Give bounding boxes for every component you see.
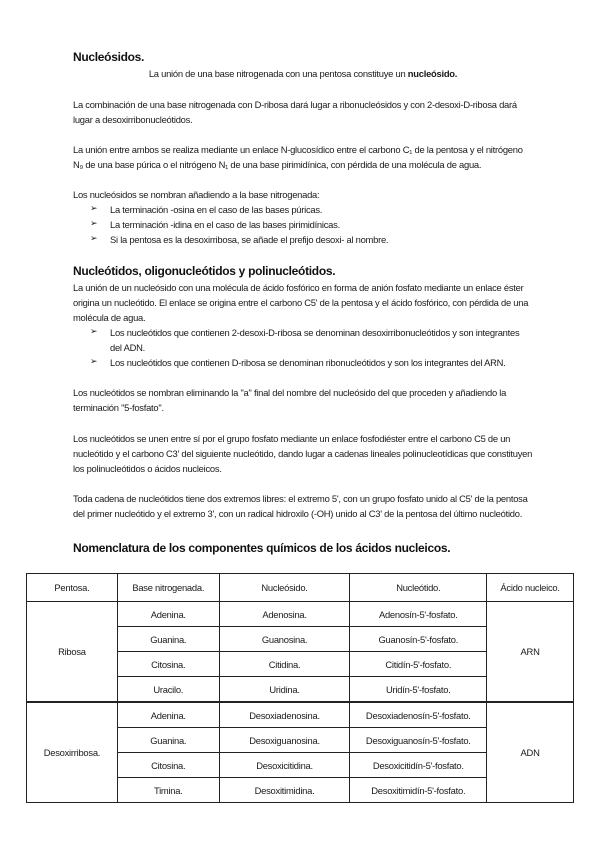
acido-cell: ARN xyxy=(487,602,574,703)
pentosa-cell: Desoxirribosa. xyxy=(27,702,118,803)
nucleotido-cell: Adenosín-5'-fosfato. xyxy=(350,602,487,627)
paragraph-glucosidic-bond: La unión entre ambos se realiza mediante un enlace N-glucosídico entre el carbono C₁ de la pentosa y el nitrógeno N₉ de una base púrica o el nitrógeno N₁ de una base pirimidínica, con pérdida de una molécula de agua. xyxy=(73,144,523,170)
nucleosido-definition xyxy=(73,66,533,81)
list-item: ➢ Si la pentosa es la desoxirribosa, se añade el prefijo desoxi- al nombre. xyxy=(90,234,389,245)
paragraph-nucleotide-naming: Los nucleótidos se nombran eliminando la "a" final del nombre del nucleósido del que proceden y añadiendo la terminación "5-fosfato". xyxy=(73,387,507,413)
paragraph-nucleotide-definition: La unión de un nucleósido con una molécula de ácido fosfórico en forma de anión fosfato mediante un enlace éster origina un nucleótido. El enlace se origina entre el carbono C5' de la pentosa y el ácido fosfórico, con pérdida de una molécula de agua. xyxy=(73,282,529,323)
table-row xyxy=(27,702,574,728)
list-item: ➢ Los nucleótidos que contienen D-ribosa se denominan ribonucleótidos y son los integrantes del ARN. xyxy=(90,357,506,368)
definition-term: nucleósido. xyxy=(407,68,458,79)
base-cell: Citosina. xyxy=(117,753,219,778)
list-item: ➢ Los nucleótidos que contienen 2-desoxi-D-ribosa se denominan desoxirribonucleótidos y son integrantes del ADN. xyxy=(90,327,520,353)
nucleotido-cell: Desoxitimidín-5'-fosfato. xyxy=(350,778,487,803)
paragraph-ribose-combination: La combinación de una base nitrogenada con D-ribosa dará lugar a ribonucleósidos y con 2-desoxi-D-ribosa dará lugar a desoxirribonucleótidos. xyxy=(73,99,517,125)
base-cell: Timina. xyxy=(117,778,219,803)
table-header-row xyxy=(27,574,574,602)
section-title-nomenclatura: Nomenclatura de los componentes químicos de los ácidos nucleicos. xyxy=(73,541,451,555)
nucleosido-cell: Desoxicitidina. xyxy=(219,753,350,778)
base-cell: Citosina. xyxy=(117,652,219,677)
nucleotido-cell: Uridín-5'-fosfato. xyxy=(350,677,487,703)
list-item: ➢ La terminación -idina en el caso de las bases pirimidínicas. xyxy=(90,219,340,230)
nucleosido-cell: Guanosina. xyxy=(219,627,350,652)
nucleosido-cell: Citidina. xyxy=(219,652,350,677)
nucleotide-types-list xyxy=(90,325,530,370)
nucleotido-cell: Guanosín-5'-fosfato. xyxy=(350,627,487,652)
arrow-bullet-icon: ➢ xyxy=(90,357,98,367)
paragraph-chain-ends: Toda cadena de nucleótidos tiene dos extremos libres: el extremo 5', con un grupo fosfato unido al C5' de la pentosa del primer nucleótido y el extremo 3', con un radical hidroxilo (-OH) unido al C3' de la pentosa del último nucleótido. xyxy=(73,493,528,519)
nucleosido-cell: Desoxiadenosina. xyxy=(219,702,350,728)
base-cell: Adenina. xyxy=(117,602,219,627)
naming-rules-list xyxy=(90,202,530,247)
paragraph-phosphodiester-bond: Los nucleótidos se unen entre sí por el grupo fosfato mediante un enlace fosfodiéster entre el carbono C5 de un nucleótido y el carbono C3' del siguiente nucleótido, dando lugar a cadenas lineales polinucleotídicas que constituyen los polinucleótidos o ácidos nucleicos. xyxy=(73,433,533,474)
base-cell: Adenina. xyxy=(117,702,219,728)
column-header: Nucleótido. xyxy=(350,574,487,602)
nucleotido-cell: Desoxicitidín-5'-fosfato. xyxy=(350,753,487,778)
nucleosido-cell: Uridina. xyxy=(219,677,350,703)
arrow-bullet-icon: ➢ xyxy=(90,327,98,337)
arrow-bullet-icon: ➢ xyxy=(90,204,98,214)
nucleosido-cell: Desoxiguanosina. xyxy=(219,728,350,753)
definition-text: La unión de una base nitrogenada con una pentosa constituye un xyxy=(148,68,408,79)
column-header: Pentosa. xyxy=(27,574,118,602)
base-cell: Guanina. xyxy=(117,627,219,652)
table-row xyxy=(27,602,574,627)
nucleotido-cell: Desoxiadenosín-5'-fosfato. xyxy=(350,702,487,728)
column-header: Nucleósido. xyxy=(219,574,350,602)
column-header: Base nitrogenada. xyxy=(117,574,219,602)
base-cell: Uracilo. xyxy=(117,677,219,703)
nucleotido-cell: Desoxiguanosín-5'-fosfato. xyxy=(350,728,487,753)
section-title-nucleotidos: Nucleótidos, oligonucleótidos y polinucleótidos. xyxy=(73,264,336,278)
base-cell: Guanina. xyxy=(117,728,219,753)
pentosa-cell: Ribosa xyxy=(27,602,118,703)
acido-cell: ADN xyxy=(487,702,574,803)
column-header: Ácido nucleico. xyxy=(487,574,574,602)
arrow-bullet-icon: ➢ xyxy=(90,234,98,244)
nucleosido-cell: Adenosina. xyxy=(219,602,350,627)
arrow-bullet-icon: ➢ xyxy=(90,219,98,229)
paragraph-naming-intro: Los nucleósidos se nombran añadiendo a la base nitrogenada: xyxy=(73,189,320,200)
nucleotido-cell: Citidín-5'-fosfato. xyxy=(350,652,487,677)
nucleosido-cell: Desoxitimidina. xyxy=(219,778,350,803)
list-item: ➢ La terminación -osina en el caso de las bases púricas. xyxy=(90,204,323,215)
section-title-nucleosidos: Nucleósidos. xyxy=(73,50,145,64)
nomenclature-table xyxy=(26,573,574,803)
